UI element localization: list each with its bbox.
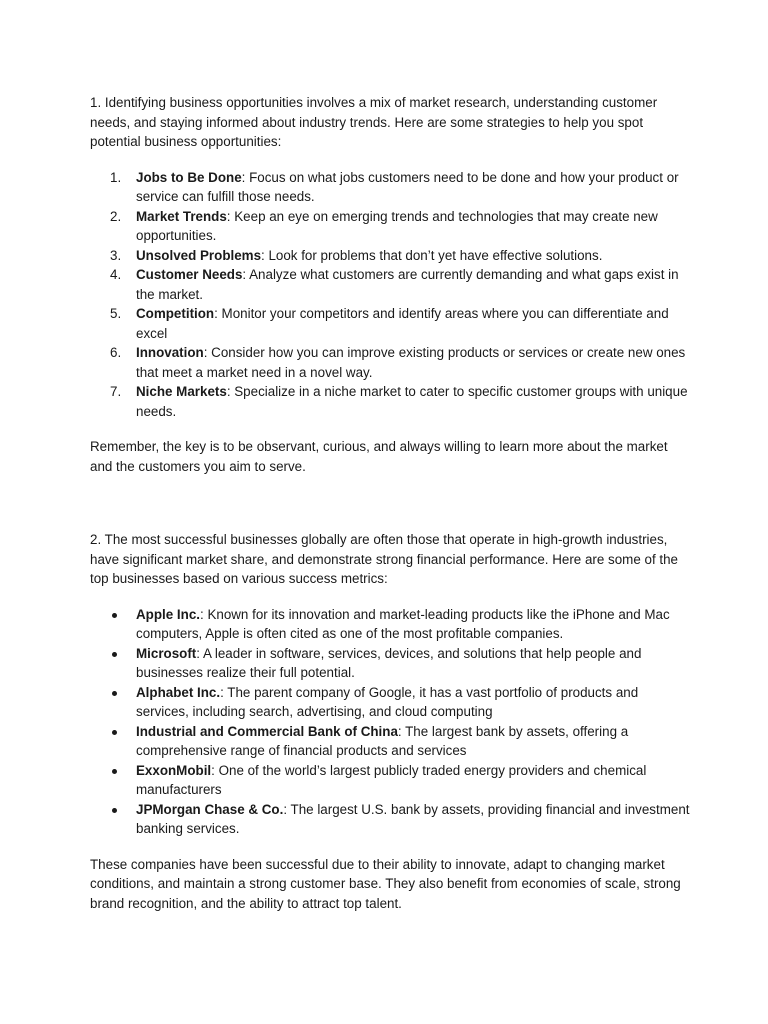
- section1-closing: Remember, the key is to be observant, curious, and always willing to learn more about the market and the customers you aim to serve.: [90, 439, 668, 474]
- list-item-text: : Focus on what jobs customers need to be done and how your product or service can fulfill those needs.: [136, 169, 679, 204]
- list-item-text: : Monitor your competitors and identify areas where you can differentiate and excel: [136, 306, 669, 341]
- list-item: [90, 761, 690, 800]
- list-item-text: : Keep an eye on emerging trends and technologies that may create new opportunities.: [136, 208, 658, 243]
- bullet-icon: [112, 730, 117, 735]
- list-item: [90, 722, 690, 761]
- list-item-text: : One of the world’s largest publicly traded energy providers and chemical manufacturers: [136, 762, 647, 797]
- list-item-term: Customer Needs: [136, 267, 243, 282]
- list-item-text: : A leader in software, services, devices, and solutions that help people and businesses realize their full potential.: [136, 645, 642, 680]
- list-item-term: Unsolved Problems: [136, 247, 262, 263]
- list-item-text: : Specialize in a niche market to cater to specific customer groups with unique needs.: [136, 384, 688, 419]
- list-item-term: JPMorgan Chase & Co.: [136, 801, 284, 817]
- list-marker: 3.: [110, 247, 122, 263]
- list-item-term: Niche Markets: [136, 384, 227, 399]
- list-item-term: Apple Inc.: [136, 606, 200, 622]
- section2-closing: These companies have been successful due to their ability to innovate, adapt to changing market conditions, and maintain a strong customer base. They also benefit from economies of scale, strong brand recognition, and the ability to attract top talent.: [90, 856, 681, 911]
- section1-intro: 1. Identifying business opportunities involves a mix of market research, understanding customer needs, and staying informed about industry trends. Here are some strategies to help you spot potential business opportunities:: [90, 95, 658, 149]
- list-item: [90, 304, 690, 343]
- list-item: [90, 207, 690, 246]
- list-item-term: Microsoft: [136, 645, 197, 661]
- list-item-term: ExxonMobil: [136, 762, 212, 778]
- list-marker: 5.: [110, 306, 122, 321]
- list-item-term: Jobs to Be Done: [136, 169, 242, 185]
- list-item-term: Industrial and Commercial Bank of China: [136, 723, 398, 739]
- list-marker: 7.: [110, 384, 122, 399]
- section2-company-list: [90, 605, 690, 839]
- section2-intro: 2. The most successful businesses globally are often those that operate in high-growth industries, have significant market share, and demonstrate strong financial performance. Here are some of the top businesses based on various success metrics:: [90, 532, 679, 586]
- list-item: [90, 683, 690, 722]
- list-item-text: : The parent company of Google, it has a vast portfolio of products and services, including search, advertising, and cloud computing: [136, 684, 639, 719]
- bullet-icon: [112, 808, 117, 813]
- list-item-term: Competition: [136, 306, 215, 321]
- document-body: [90, 93, 690, 913]
- list-item-term: Alphabet Inc.: [136, 684, 221, 700]
- list-item-text: : Look for problems that don’t yet have effective solutions.: [261, 247, 603, 263]
- list-item-text: : Analyze what customers are currently demanding and what gaps exist in the market.: [136, 267, 679, 302]
- list-item-text: : The largest U.S. bank by assets, providing financial and investment banking services.: [136, 801, 690, 836]
- bullet-icon: [112, 652, 117, 657]
- list-item: [90, 246, 690, 266]
- bullet-icon: [112, 691, 117, 696]
- list-item: [90, 168, 690, 207]
- bullet-icon: [112, 613, 117, 618]
- list-item-term: Innovation: [136, 345, 204, 360]
- list-marker: 2.: [110, 208, 122, 224]
- bullet-icon: [112, 769, 117, 774]
- list-item: [90, 644, 690, 683]
- list-item: [90, 800, 690, 839]
- list-marker: 1.: [110, 169, 122, 185]
- list-item: [90, 382, 690, 421]
- list-item: [90, 343, 690, 382]
- list-item-text: : Consider how you can improve existing products or services or create new ones that meet a market need in a novel way.: [136, 345, 686, 380]
- list-marker: 4.: [110, 267, 122, 282]
- list-item-text: : The largest bank by assets, offering a comprehensive range of financial products and services: [136, 723, 629, 758]
- list-marker: 6.: [110, 345, 122, 360]
- list-item: [90, 605, 690, 644]
- list-item-text: : Known for its innovation and market-leading products like the iPhone and Mac computers, Apple is often cited as one of the most profitable companies.: [136, 606, 670, 641]
- section1-strategy-list: [90, 168, 690, 422]
- list-item-term: Market Trends: [136, 208, 227, 224]
- list-item: [90, 265, 690, 304]
